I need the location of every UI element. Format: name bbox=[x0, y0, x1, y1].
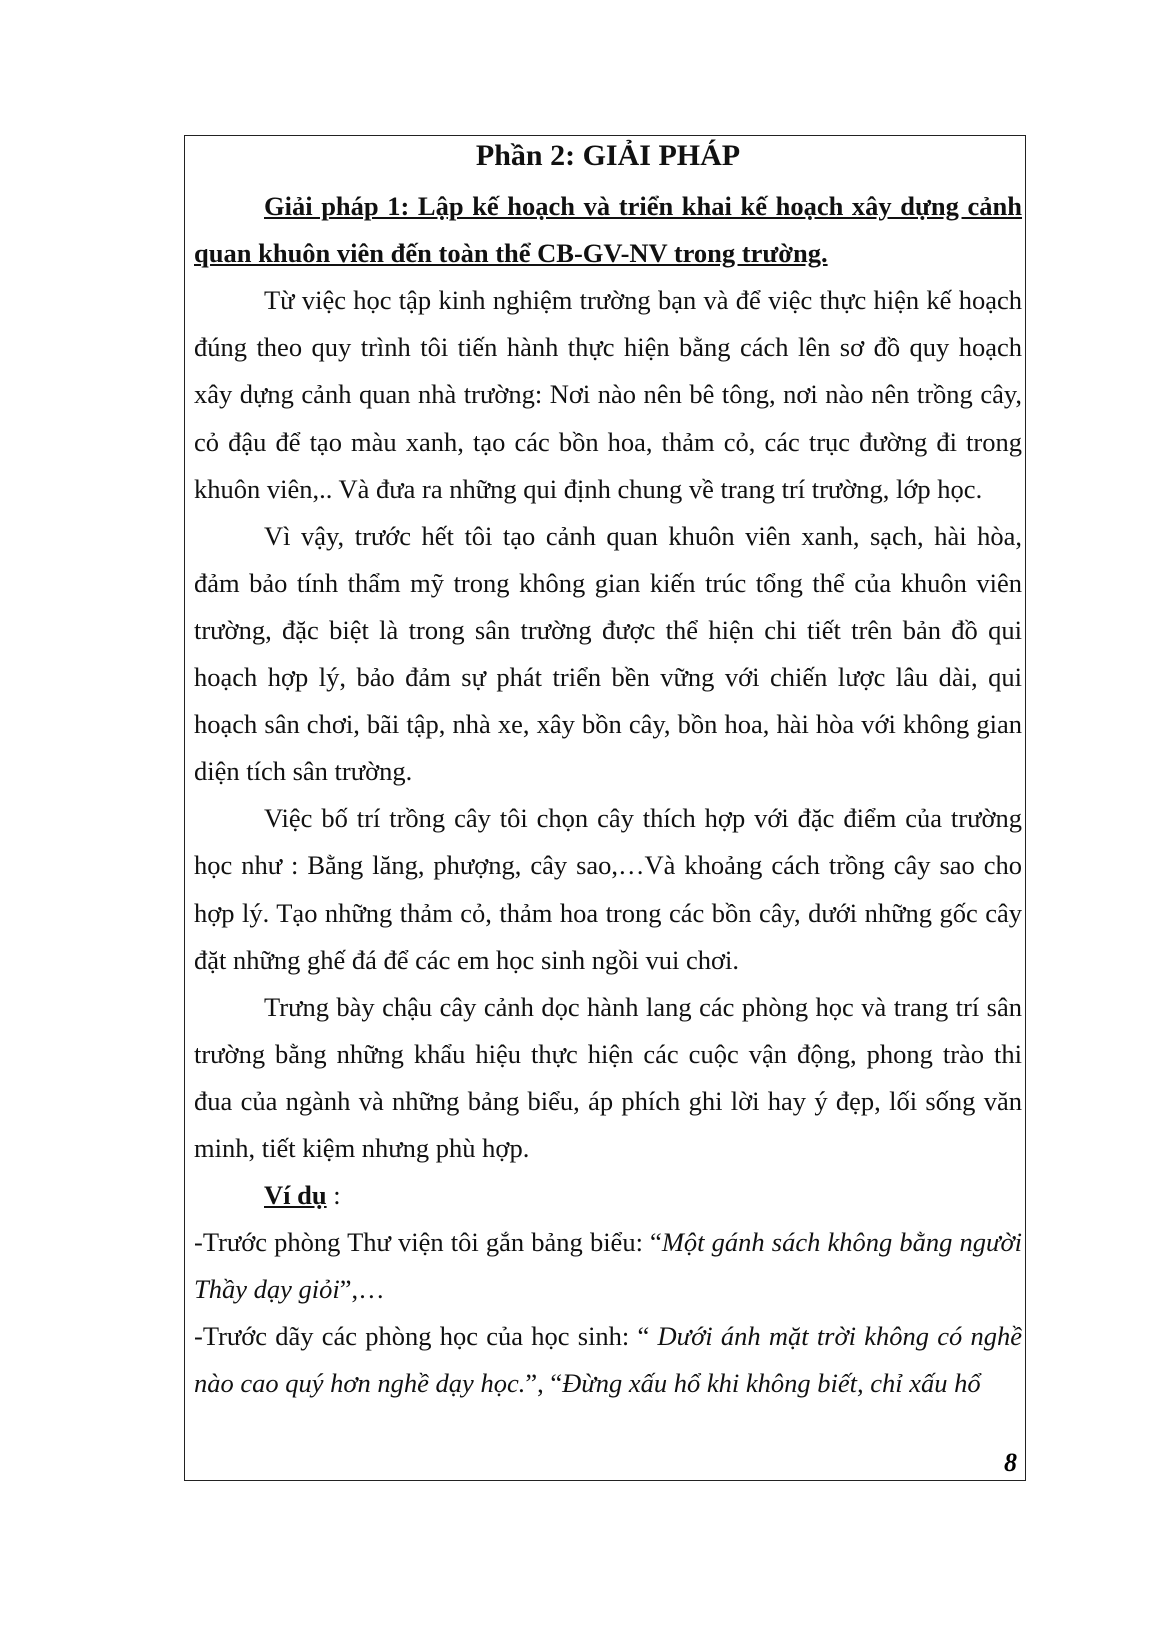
page-number: 8 bbox=[1004, 1448, 1017, 1477]
example-label-line bbox=[194, 1172, 1022, 1219]
document-content bbox=[194, 136, 1022, 1408]
example-item-suffix: ”,… bbox=[339, 1274, 385, 1305]
example-item-quote: Dưới ánh mặt trời không có nghề nào cao quý hơn nghề dạy học. bbox=[194, 1321, 1022, 1399]
example-item-prefix: -Trước phòng Thư viện tôi gắn bảng biểu: “ bbox=[194, 1227, 662, 1258]
example-label-suffix: : bbox=[326, 1180, 341, 1211]
solution-heading: Giải pháp 1: Lập kế hoạch và triển khai kế hoạch xây dựng cảnh quan khuôn viên đến toàn thể CB-GV-NV trong trường. bbox=[194, 191, 1022, 269]
example-item bbox=[194, 1219, 1022, 1313]
paragraph: Vì vậy, trước hết tôi tạo cảnh quan khuôn viên xanh, sạch, hài hòa, đảm bảo tính thẩm mỹ trong không gian kiến trúc tổng thể của khuôn viên trường, đặc biệt là trong sân trường được thể hiện chi tiết trên bản đồ qui hoạch hợp lý, bảo đảm sự phát triển bền vững với chiến lược lâu dài, qui hoạch sân chơi, bãi tập, nhà xe, xây bồn cây, bồn hoa, hài hòa với không gian diện tích sân trường. bbox=[194, 520, 1022, 787]
example-item-quote: Đừng xấu hổ khi không biết, chỉ xấu hổ bbox=[562, 1368, 981, 1399]
example-item-separator: ”, “ bbox=[525, 1368, 563, 1399]
example-item-prefix: -Trước dãy các phòng học của học sinh: “ bbox=[194, 1321, 658, 1352]
section-title: Phần 2: GIẢI PHÁP bbox=[475, 139, 741, 172]
example-item-quote: Một gánh sách không bằng người Thầy dạy giỏi bbox=[194, 1227, 1022, 1305]
example-label: Ví dụ bbox=[264, 1180, 327, 1211]
document-page-frame bbox=[184, 135, 1026, 1481]
paragraph: Trưng bày chậu cây cảnh dọc hành lang các phòng học và trang trí sân trường bằng những khẩu hiệu thực hiện các cuộc vận động, phong trào thi đua của ngành và những bảng biểu, áp phích ghi lời hay ý đẹp, lối sống văn minh, tiết kiệm nhưng phù hợp. bbox=[194, 991, 1022, 1163]
paragraph: Việc bố trí trồng cây tôi chọn cây thích hợp với đặc điểm của trường học như : Bằng lăng, phượng, cây sao,…Và khoảng cách trồng cây sao cho hợp lý. Tạo những thảm cỏ, thảm hoa trong các bồn cây, dưới những gốc cây đặt những ghế đá để các em học sinh ngồi vui chơi. bbox=[194, 803, 1022, 975]
example-item bbox=[194, 1313, 1022, 1407]
paragraph: Từ việc học tập kinh nghiệm trường bạn và để việc thực hiện kế hoạch đúng theo quy trình tôi tiến hành thực hiện bằng cách lên sơ đồ quy hoạch xây dựng cảnh quan nhà trường: Nơi nào nên bê tông, nơi nào nên trồng cây, cỏ đậu để tạo màu xanh, tạo các bồn hoa, thảm cỏ, các trục đường đi trong khuôn viên,.. Và đưa ra những qui định chung về trang trí trường, lớp học. bbox=[194, 285, 1022, 504]
